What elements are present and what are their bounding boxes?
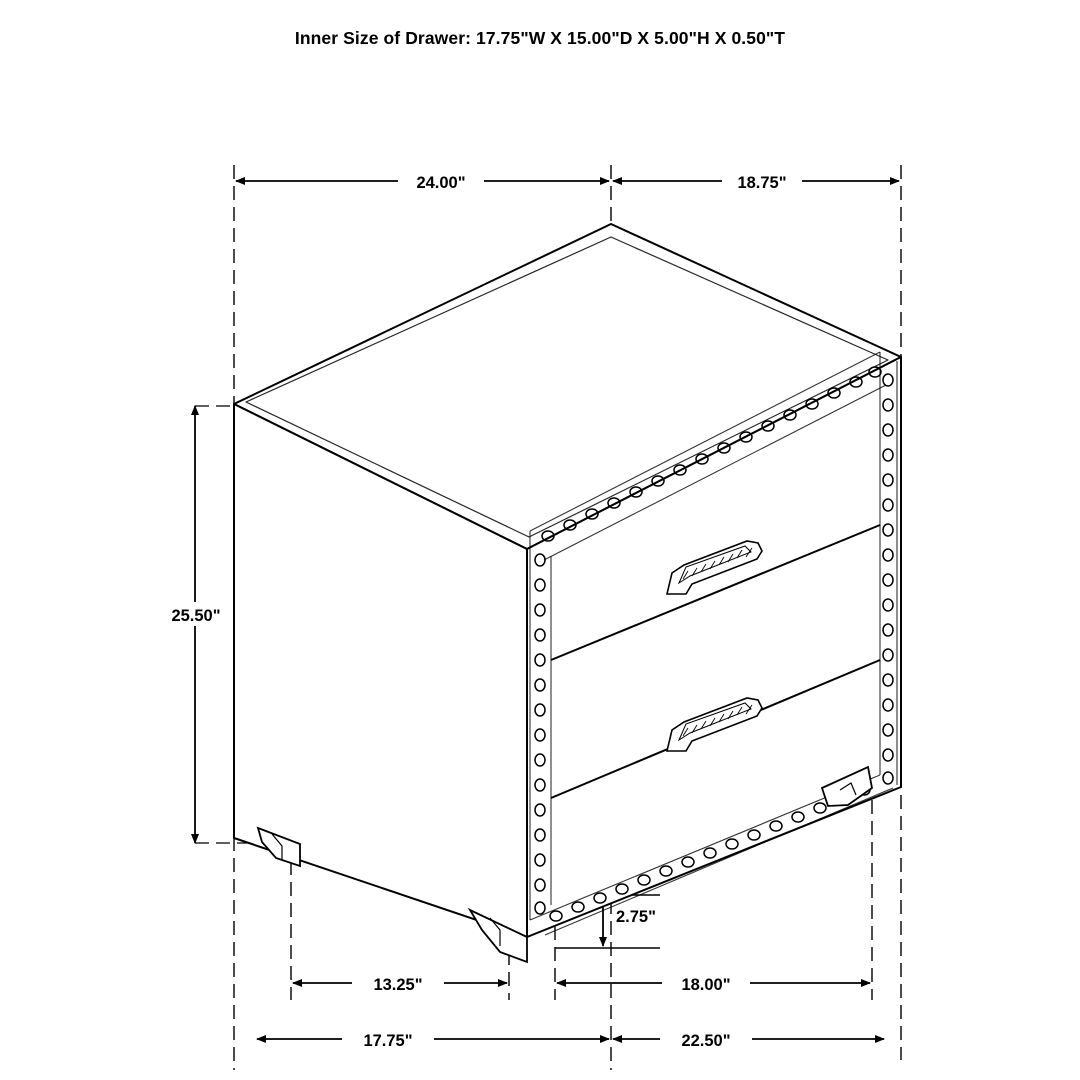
dim-label-top-right: 18.75": [737, 174, 787, 192]
dim-label-inner-right: 18.00": [681, 976, 731, 994]
bottom-outer-dimension-group: [257, 1028, 884, 1051]
dim-label-inner-left: 13.25": [373, 976, 423, 994]
top-dimension-group: [236, 170, 899, 193]
dim-label-outer-right: 22.50": [681, 1032, 731, 1050]
dim-label-top-left: 24.00": [416, 174, 466, 192]
dim-label-leg-height: 2.75": [616, 908, 656, 926]
page-title: Inner Size of Drawer: 17.75"W X 15.00"D X 5.00"H X 0.50"T: [294, 28, 786, 48]
dim-label-outer-left: 17.75": [363, 1032, 413, 1050]
dim-label-height: 25.50": [171, 607, 221, 625]
bottom-inner-dimension-group: [293, 972, 870, 995]
nightstand-body: [234, 224, 901, 937]
